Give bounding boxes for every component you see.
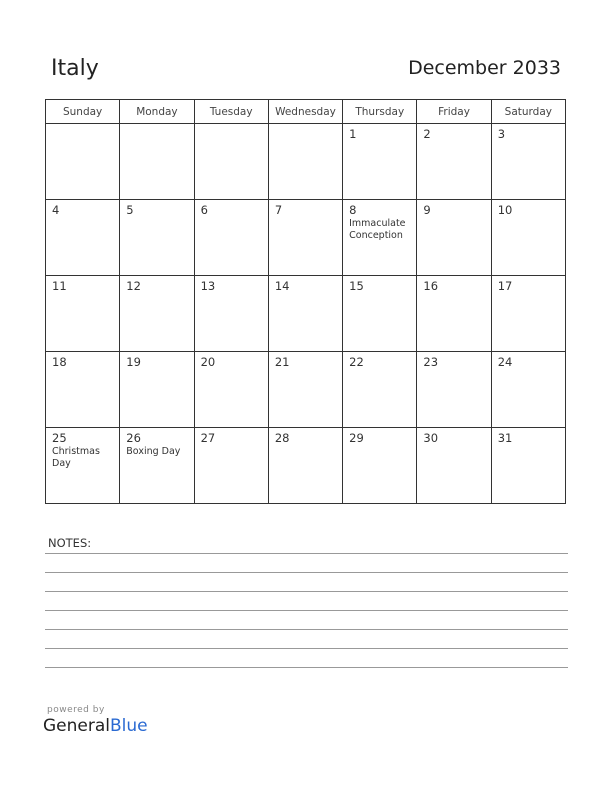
week-row xyxy=(46,200,566,276)
day-cell xyxy=(268,352,342,428)
day-number: 24 xyxy=(497,355,513,369)
notes-line xyxy=(45,572,568,573)
day-number: 22 xyxy=(349,355,364,369)
month-title: December 2033 xyxy=(408,57,561,79)
notes-label: NOTES: xyxy=(48,536,92,550)
calendar-grid xyxy=(45,99,566,504)
day-number: 14 xyxy=(274,279,290,293)
day-cell xyxy=(491,200,565,276)
day-number: 6 xyxy=(200,203,208,217)
day-cell xyxy=(343,200,417,276)
week-row xyxy=(46,124,566,200)
day-number: 29 xyxy=(349,431,364,445)
day-cell xyxy=(343,124,417,200)
day-cell xyxy=(417,428,491,504)
notes-line xyxy=(45,629,568,630)
day-cell xyxy=(417,352,491,428)
weekday-tuesday: Tuesday xyxy=(194,100,268,124)
day-cell xyxy=(491,428,565,504)
day-cell xyxy=(343,428,417,504)
day-cell xyxy=(46,276,120,352)
week-row xyxy=(46,276,566,352)
notes-line xyxy=(45,648,568,649)
day-number: 17 xyxy=(497,279,513,293)
notes-line xyxy=(45,553,568,554)
day-number: 2 xyxy=(423,127,431,141)
week-row xyxy=(46,352,566,428)
day-number: 8 xyxy=(349,203,357,217)
week-row xyxy=(46,428,566,504)
day-number: 18 xyxy=(52,355,67,369)
weekday-monday: Monday xyxy=(120,100,194,124)
day-number: 13 xyxy=(200,279,216,293)
notes-line xyxy=(45,591,568,592)
day-number: 4 xyxy=(52,203,60,217)
weekday-thursday: Thursday xyxy=(343,100,417,124)
day-number: 26 xyxy=(126,431,141,445)
day-cell xyxy=(268,200,342,276)
weekday-saturday: Saturday xyxy=(491,100,565,124)
day-cell xyxy=(46,200,120,276)
day-cell xyxy=(417,124,491,200)
day-cell xyxy=(417,276,491,352)
day-cell xyxy=(268,428,342,504)
weekday-friday: Friday xyxy=(417,100,491,124)
weekday-wednesday: Wednesday xyxy=(268,100,342,124)
holiday-label: Immaculate Conception xyxy=(349,218,406,241)
day-number: 7 xyxy=(274,203,283,217)
day-cell xyxy=(120,276,194,352)
brand-blue: Blue xyxy=(110,716,148,736)
day-number: 23 xyxy=(423,355,439,369)
day-cell xyxy=(268,276,342,352)
day-number: 31 xyxy=(497,431,513,445)
day-number: 3 xyxy=(497,127,506,141)
day-cell xyxy=(491,276,565,352)
day-cell xyxy=(120,428,194,504)
powered-by-text: powered by xyxy=(47,705,105,715)
day-number: 12 xyxy=(126,279,141,293)
day-number: 20 xyxy=(200,355,216,369)
day-cell xyxy=(268,124,342,200)
day-cell xyxy=(343,352,417,428)
day-cell xyxy=(491,352,565,428)
notes-lines xyxy=(45,553,568,686)
notes-line xyxy=(45,610,568,611)
day-cell xyxy=(46,428,120,504)
day-number: 9 xyxy=(423,203,431,217)
day-number: 1 xyxy=(349,127,357,141)
day-number: 19 xyxy=(126,355,141,369)
weekday-sunday: Sunday xyxy=(46,100,120,124)
day-cell xyxy=(194,352,268,428)
day-cell xyxy=(194,428,268,504)
day-cell xyxy=(417,200,491,276)
weekday-header-row xyxy=(46,100,566,124)
day-number: 16 xyxy=(423,279,439,293)
holiday-label: Christmas Day xyxy=(52,446,100,469)
day-cell xyxy=(46,352,120,428)
day-number: 21 xyxy=(274,355,290,369)
notes-line xyxy=(45,667,568,668)
day-cell xyxy=(194,276,268,352)
day-cell xyxy=(120,124,194,200)
day-number: 11 xyxy=(52,279,67,293)
brand-logo xyxy=(43,716,148,736)
day-number: 25 xyxy=(52,431,67,445)
day-number: 10 xyxy=(497,203,513,217)
country-title: Italy xyxy=(51,56,99,81)
day-cell xyxy=(46,124,120,200)
day-number: 5 xyxy=(126,203,134,217)
day-cell xyxy=(120,352,194,428)
day-cell xyxy=(194,200,268,276)
brand-general: General xyxy=(43,716,110,736)
day-cell xyxy=(120,200,194,276)
day-number: 27 xyxy=(200,431,216,445)
holiday-label: Boxing Day xyxy=(126,446,181,457)
day-cell xyxy=(343,276,417,352)
day-number: 30 xyxy=(423,431,439,445)
day-number: 28 xyxy=(274,431,290,445)
day-cell xyxy=(194,124,268,200)
day-cell xyxy=(491,124,565,200)
day-number: 15 xyxy=(349,279,364,293)
